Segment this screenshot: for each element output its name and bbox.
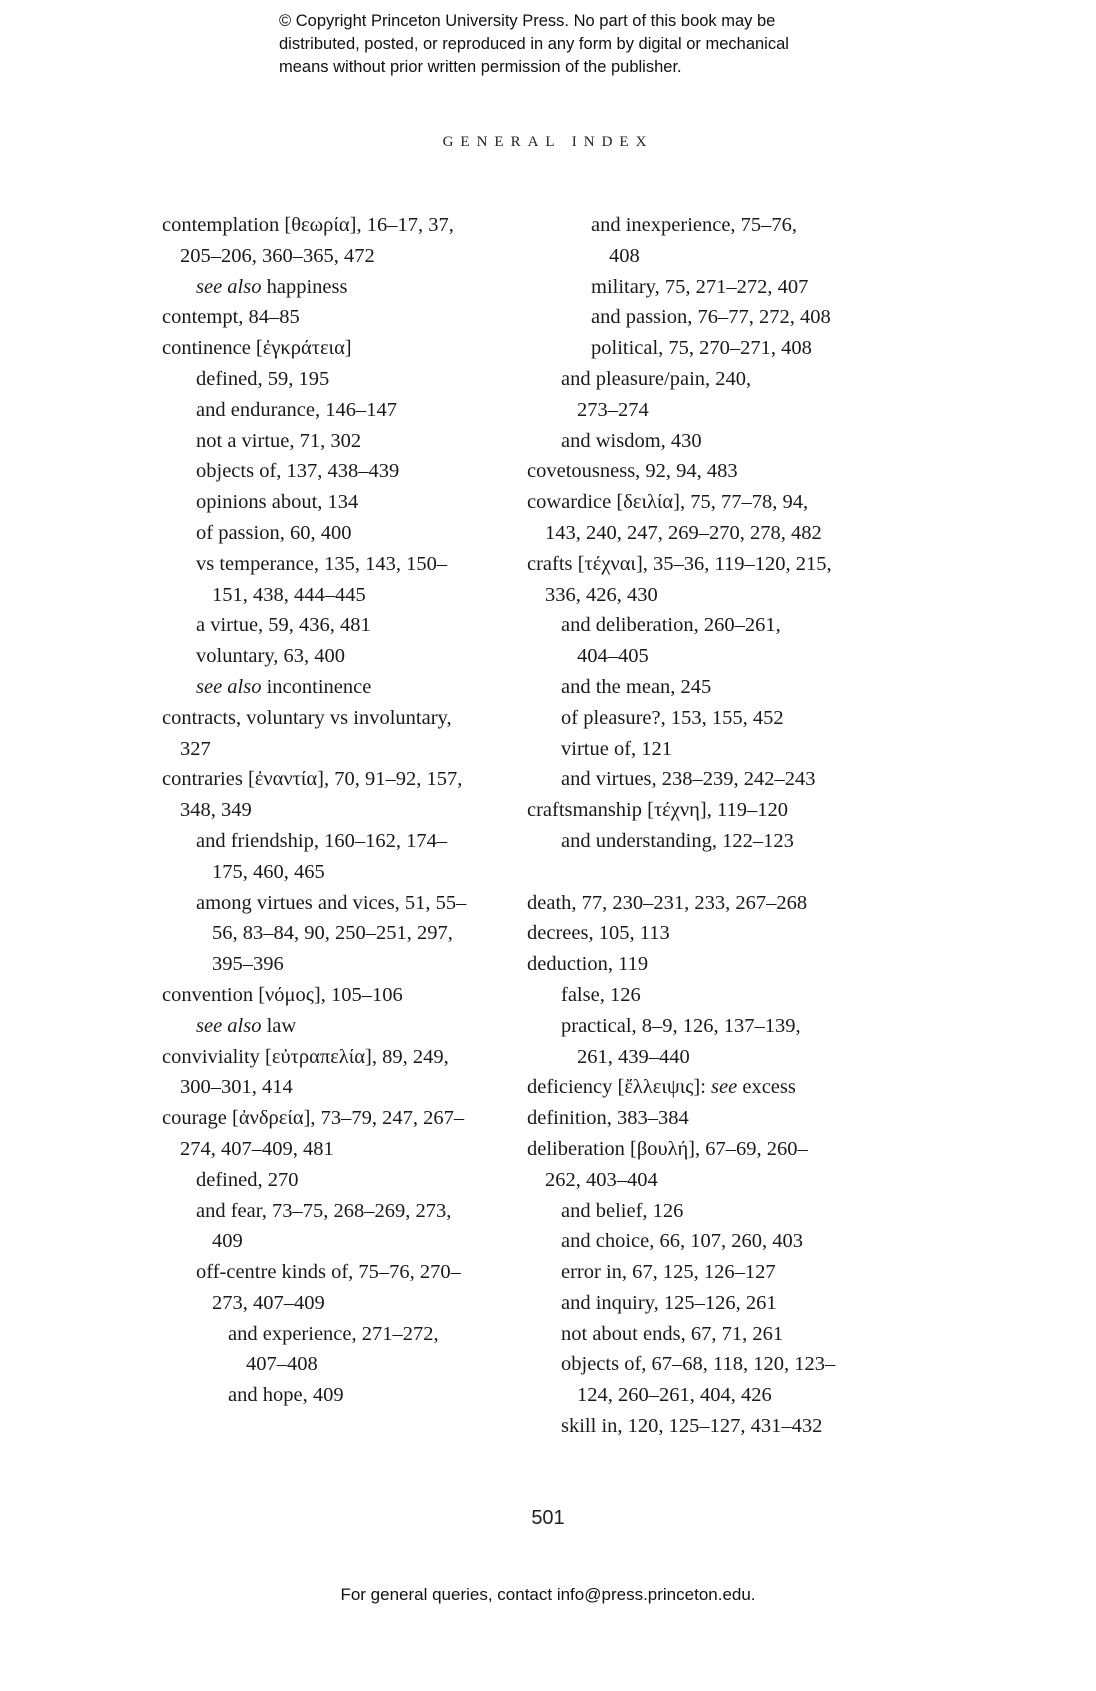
- index-subentry: and pleasure/pain, 240,: [561, 367, 752, 390]
- see-target: excess: [742, 1076, 796, 1099]
- index-entry: 327: [180, 737, 211, 760]
- index-subentry: 273–274: [577, 398, 649, 421]
- index-see-also: [162, 672, 532, 703]
- index-entry: continence [ἐγκράτεια]: [162, 337, 352, 360]
- index-subentry: and endurance, 146–147: [196, 398, 397, 421]
- footer-contact: For general queries, contact info@press.princeton.edu.: [340, 1585, 756, 1604]
- section-gap: [527, 857, 907, 888]
- index-subentry: voluntary, 63, 400: [196, 645, 345, 668]
- index-subentry: defined, 270: [196, 1168, 299, 1191]
- index-entry: contemplation [θεωρία], 16–17, 37,: [162, 214, 454, 236]
- index-term: deficiency [ἔλλειψις]:: [527, 1076, 712, 1099]
- index-entry: 262, 403–404: [545, 1168, 658, 1191]
- index-subsubentry: 407–408: [246, 1353, 318, 1376]
- index-subentry: 151, 438, 444–445: [212, 583, 366, 606]
- index-subentry: false, 126: [561, 983, 641, 1006]
- index-entry: contraries [ἐναντία], 70, 91–92, 157,: [162, 768, 463, 791]
- index-subentry: error in, 67, 125, 126–127: [561, 1261, 776, 1284]
- index-subentry: off-centre kinds of, 75–76, 270–: [196, 1261, 461, 1284]
- index-subentry: and deliberation, 260–261,: [561, 614, 781, 637]
- index-subentry: objects of, 137, 438–439: [196, 460, 400, 483]
- index-entry: courage [ἀνδρεία], 73–79, 247, 267–: [162, 1107, 465, 1130]
- index-subentry: among virtues and vices, 51, 55–: [196, 891, 467, 914]
- copyright-line: distributed, posted, or reproduced in any form by digital or mechanical: [279, 35, 789, 53]
- see-also-target: incontinence: [266, 675, 372, 698]
- index-subsubentry: military, 75, 271–272, 407: [591, 275, 809, 298]
- index-subentry: practical, 8–9, 126, 137–139,: [561, 1014, 801, 1037]
- index-column-right: [527, 210, 907, 1442]
- index-subsubentry: and experience, 271–272,: [228, 1322, 439, 1345]
- index-subentry: virtue of, 121: [561, 737, 673, 760]
- index-subentry: and belief, 126: [561, 1199, 684, 1222]
- index-entry: deliberation [βουλή], 67–69, 260–: [527, 1137, 808, 1160]
- index-entry: 274, 407–409, 481: [180, 1137, 334, 1160]
- index-entry: 348, 349: [180, 799, 252, 822]
- copyright-notice: [279, 10, 919, 79]
- page-number: 501: [531, 1507, 565, 1529]
- index-subentry: and friendship, 160–162, 174–: [196, 829, 448, 852]
- index-entry: crafts [τέχναι], 35–36, 119–120, 215,: [527, 552, 832, 575]
- index-subentry: 404–405: [577, 645, 649, 668]
- index-subentry: and the mean, 245: [561, 675, 712, 698]
- index-entry: convention [νόμος], 105–106: [162, 983, 403, 1006]
- see-also-label: see also: [196, 1014, 262, 1037]
- index-subsubentry: and passion, 76–77, 272, 408: [591, 306, 831, 329]
- index-entry: deduction, 119: [527, 953, 649, 976]
- index-subsubentry: and hope, 409: [228, 1384, 344, 1407]
- index-subentry: not a virtue, 71, 302: [196, 429, 362, 452]
- index-column-left: [162, 210, 532, 1411]
- index-subentry: defined, 59, 195: [196, 367, 330, 390]
- index-subentry: vs temperance, 135, 143, 150–: [196, 552, 448, 575]
- see-also-label: see also: [196, 675, 262, 698]
- index-entry: decrees, 105, 113: [527, 922, 670, 945]
- see-also-label: see also: [196, 275, 262, 298]
- index-entry: death, 77, 230–231, 233, 267–268: [527, 891, 808, 914]
- index-subentry: and wisdom, 430: [561, 429, 702, 452]
- index-subentry: 395–396: [212, 953, 284, 976]
- index-subentry: 56, 83–84, 90, 250–251, 297,: [212, 922, 453, 945]
- index-subentry: and inquiry, 125–126, 261: [561, 1291, 777, 1314]
- index-entry-cross-ref: [527, 1072, 907, 1103]
- index-subsubentry: and inexperience, 75–76,: [591, 214, 798, 236]
- running-head: GENERAL INDEX: [442, 134, 654, 150]
- index-subentry: not about ends, 67, 71, 261: [561, 1322, 784, 1345]
- see-also-target: law: [266, 1014, 297, 1037]
- index-entry: conviviality [εὐτραπελία], 89, 249,: [162, 1045, 449, 1068]
- index-subentry: 409: [212, 1230, 243, 1253]
- index-entry: cowardice [δειλία], 75, 77–78, 94,: [527, 491, 809, 514]
- index-entry: 300–301, 414: [180, 1076, 293, 1099]
- index-entry: covetousness, 92, 94, 483: [527, 460, 738, 483]
- index-subentry: of pleasure?, 153, 155, 452: [561, 706, 784, 729]
- copyright-line: means without prior written permission of the publisher.: [279, 58, 682, 76]
- index-subentry: and fear, 73–75, 268–269, 273,: [196, 1199, 452, 1222]
- index-see-also: [162, 272, 532, 303]
- index-entry: contracts, voluntary vs involuntary,: [162, 706, 452, 729]
- see-label: see: [711, 1076, 738, 1099]
- index-entry: 205–206, 360–365, 472: [180, 244, 375, 267]
- index-subentry: of passion, 60, 400: [196, 521, 352, 544]
- index-see-also: [162, 1011, 532, 1042]
- index-subentry: 273, 407–409: [212, 1291, 325, 1314]
- index-entry: contempt, 84–85: [162, 306, 300, 329]
- index-subentry: objects of, 67–68, 118, 120, 123–: [561, 1353, 836, 1376]
- index-entry: 336, 426, 430: [545, 583, 658, 606]
- index-subentry: a virtue, 59, 436, 481: [196, 614, 371, 637]
- see-also-target: happiness: [266, 275, 348, 298]
- index-entry: craftsmanship [τέχνη], 119–120: [527, 799, 788, 822]
- index-subsubentry: 408: [609, 244, 640, 267]
- index-subsubentry: political, 75, 270–271, 408: [591, 337, 812, 360]
- copyright-line: © Copyright Princeton University Press. No part of this book may be: [279, 12, 776, 30]
- index-subentry: and understanding, 122–123: [561, 829, 794, 852]
- index-subentry: 124, 260–261, 404, 426: [577, 1384, 772, 1407]
- index-subentry: 175, 460, 465: [212, 860, 325, 883]
- index-entry: 143, 240, 247, 269–270, 278, 482: [545, 521, 822, 544]
- index-entry: definition, 383–384: [527, 1107, 689, 1130]
- index-subentry: skill in, 120, 125–127, 431–432: [561, 1415, 823, 1438]
- index-subentry: and virtues, 238–239, 242–243: [561, 768, 816, 791]
- index-subentry: opinions about, 134: [196, 491, 359, 514]
- index-subentry: 261, 439–440: [577, 1045, 690, 1068]
- index-subentry: and choice, 66, 107, 260, 403: [561, 1230, 803, 1253]
